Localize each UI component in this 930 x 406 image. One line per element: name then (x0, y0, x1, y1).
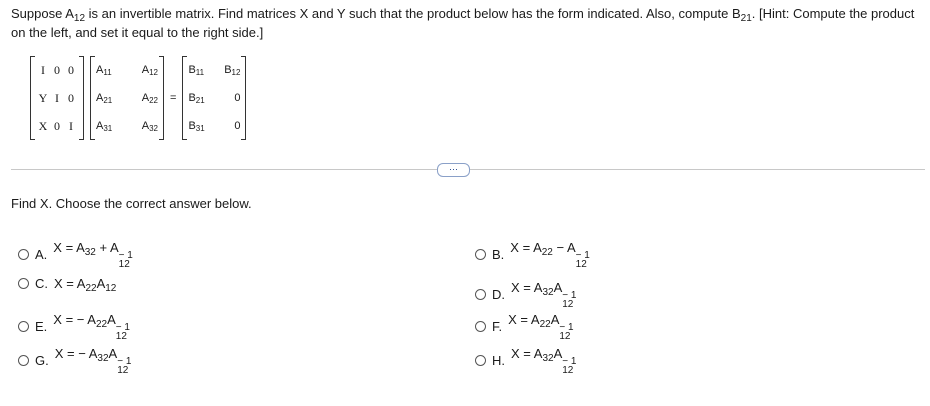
matrix-cell: X (38, 118, 48, 133)
matrix-cell: B11 (188, 63, 205, 77)
matrix-cell: 0 (234, 119, 241, 132)
answer-prompt: Find X. Choose the correct answer below. (11, 196, 252, 211)
radio-button[interactable] (475, 289, 486, 300)
more-options-button[interactable]: ⋯ (437, 163, 470, 177)
right-matrix (182, 56, 246, 140)
option-expression: $X = A_{22}A$ − 1 12 (508, 312, 574, 342)
option-letter: E. (35, 319, 48, 334)
matrix-cell: 0 (54, 118, 60, 133)
middle-matrix (90, 56, 164, 140)
matrix-cell: A22 (141, 91, 158, 105)
option-letter: F. (492, 319, 503, 334)
option-expression: X = − $A_{32}A$ − 1 12 (54, 346, 132, 376)
matrix-equation (30, 56, 246, 140)
option-h[interactable] (475, 346, 576, 375)
option-letter: H. (492, 353, 505, 368)
option-letter: B. (492, 247, 505, 262)
matrix-cell: Y (38, 90, 48, 105)
option-expression: $X = A_{32}A$ − 1 12 (511, 346, 577, 376)
option-letter: A. (35, 247, 48, 262)
option-a[interactable] (18, 240, 133, 269)
matrix-cell: A12 (141, 63, 158, 77)
option-e[interactable] (18, 312, 130, 341)
matrix-cell: 0 (234, 91, 241, 104)
matrix-cell: A32 (141, 119, 158, 133)
question-subscript: 21 (740, 13, 752, 24)
option-expression: X = − $A_{22}A$ − 1 12 (53, 312, 130, 342)
matrix-cell: A31 (96, 119, 113, 133)
question-text (11, 4, 923, 42)
option-letter: G. (35, 353, 49, 368)
matrix-cell: B12 (224, 63, 241, 77)
question-part: . [Hint: Compute the product on the left, and set it equal to the right side.] (11, 6, 915, 40)
radio-button[interactable] (475, 249, 486, 260)
matrix-cell: I (41, 62, 45, 77)
matrix-cell: I (55, 90, 59, 105)
matrix-cell: 0 (68, 62, 74, 77)
equals-sign: = (170, 92, 177, 104)
option-g[interactable] (18, 346, 131, 375)
radio-button[interactable] (18, 355, 29, 366)
option-d[interactable] (475, 280, 576, 309)
matrix-cell: 0 (54, 62, 60, 77)
option-expression: $X = A_{22}A_{12}$ (54, 276, 117, 294)
left-matrix (30, 56, 84, 140)
option-b[interactable] (475, 240, 590, 269)
question-part: Suppose A (11, 6, 74, 21)
option-c[interactable] (18, 276, 117, 294)
matrix-cell: B31 (188, 119, 205, 133)
matrix-cell: A11 (96, 63, 112, 77)
radio-button[interactable] (18, 249, 29, 260)
question-subscript: 12 (73, 13, 86, 24)
option-expression: $X = A_{22} - A$ − 1 12 (510, 240, 590, 270)
option-letter: C. (35, 276, 48, 291)
option-expression: $X = A_{32} + A$ − 1 12 (53, 240, 133, 270)
radio-button[interactable] (18, 278, 29, 289)
matrix-cell: B21 (188, 91, 205, 105)
radio-button[interactable] (475, 355, 486, 366)
radio-button[interactable] (475, 321, 486, 332)
matrix-cell: I (69, 118, 73, 133)
radio-button[interactable] (18, 321, 29, 332)
option-letter: D. (492, 287, 505, 302)
option-f[interactable] (475, 312, 574, 341)
question-part: is an invertible matrix. Find matrices X and Y such that the product below has the form indicated. Also, compute B (85, 6, 741, 21)
matrix-cell: A21 (96, 91, 113, 105)
option-expression: $X = A_{32}A$ − 1 12 (511, 280, 577, 310)
matrix-cell: 0 (68, 90, 74, 105)
